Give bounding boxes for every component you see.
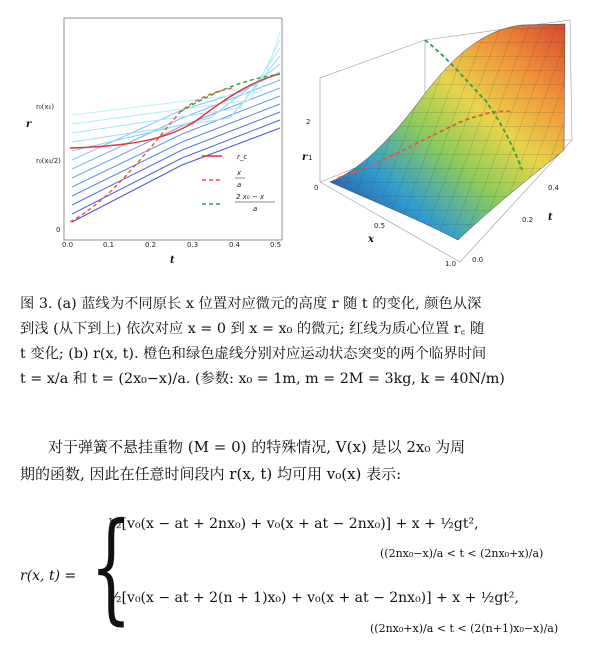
body-paragraph xyxy=(20,434,580,488)
t3d-tick-02: 0.2 xyxy=(522,216,534,224)
z-tick-1: 1 xyxy=(308,154,313,162)
caption-line-2: 到浅 (从下到上) 依次对应 x = 0 到 x = x₀ 的微元; 红线为质心位置 r꜀ 随 xyxy=(20,321,485,337)
equation-lhs: r(x, t) = xyxy=(20,568,77,584)
corner-label: 0.0 xyxy=(472,256,484,264)
y-axis-label: r xyxy=(26,119,32,130)
legend-2x0-label: 2 x₀ − x xyxy=(236,193,265,201)
x-tick-4: 0.4 xyxy=(229,241,241,249)
svg-text:a: a xyxy=(253,205,258,213)
figure-b xyxy=(300,0,594,285)
svg-text:a: a xyxy=(237,181,242,189)
x3d-axis-label: x xyxy=(368,234,374,245)
x-tick-1: 0.1 xyxy=(103,241,115,249)
equation-cond-1: ((2nx₀−x)/a < t < (2nx₀+x)/a) xyxy=(380,547,544,560)
caption-line-3: t 变化; (b) r(x, t). 橙色和绿色虚线分别对应运动状态突变的两个临界时间 xyxy=(20,346,487,362)
x-tick-5: 0.5 xyxy=(270,241,282,249)
x3d-tick-10: 1.0 xyxy=(445,260,457,268)
x3d-tick-05: 0.5 xyxy=(374,222,386,230)
z3d-axis-label: r xyxy=(302,152,308,163)
y-tick-0: 0 xyxy=(56,226,61,234)
y-tick-r0x02: r₀(x₀/2) xyxy=(36,157,61,165)
x-tick-3: 0.3 xyxy=(187,241,199,249)
figure-caption xyxy=(20,292,580,392)
para-line-1: 对于弹簧不悬挂重物 (M = 0) 的特殊情况, V(x) 是以 2x₀ 为周 xyxy=(48,438,466,456)
legend-rc-label: r_c xyxy=(237,153,248,161)
caption-line-1: 图 3. (a) 蓝线为不同原长 x 位置对应微元的高度 r 随 t 的变化, 颜色从深 xyxy=(20,296,482,312)
equation-case-2: ½[v₀(x − at + 2(n + 1)x₀) + v₀(x + at − 2nx₀)] + x + ½gt², xyxy=(108,590,519,606)
equation-brace: { xyxy=(90,498,132,637)
t3d-tick-04: 0.4 xyxy=(548,184,560,192)
z-tick-0: 0 xyxy=(314,184,319,192)
x-axis-label: t xyxy=(170,255,175,266)
x-tick-0: 0.0 xyxy=(62,241,74,249)
equation-cond-2: ((2nx₀+x)/a < t < (2(n+1)x₀−x)/a) xyxy=(370,622,559,635)
legend-xa-label: x xyxy=(237,169,242,177)
z-tick-2: 2 xyxy=(306,118,311,126)
y-tick-r0x0: r₀(x₀) xyxy=(36,103,55,111)
caption-line-4: t = x/a 和 t = (2x₀−x)/a. (参数: x₀ = 1m, m = 2M = 3kg, k = 40N/m) xyxy=(20,371,505,387)
figure-a xyxy=(0,0,300,285)
equation-case-1: ½[v₀(x − at + 2nx₀) + v₀(x + at − 2nx₀)] + x + ½gt², xyxy=(108,516,479,532)
para-line-2: 期的函数, 因此在任意时间段内 r(x, t) 均可用 v₀(x) 表示: xyxy=(20,465,402,483)
t3d-axis-label: t xyxy=(548,212,553,223)
x-tick-2: 0.2 xyxy=(145,241,157,249)
